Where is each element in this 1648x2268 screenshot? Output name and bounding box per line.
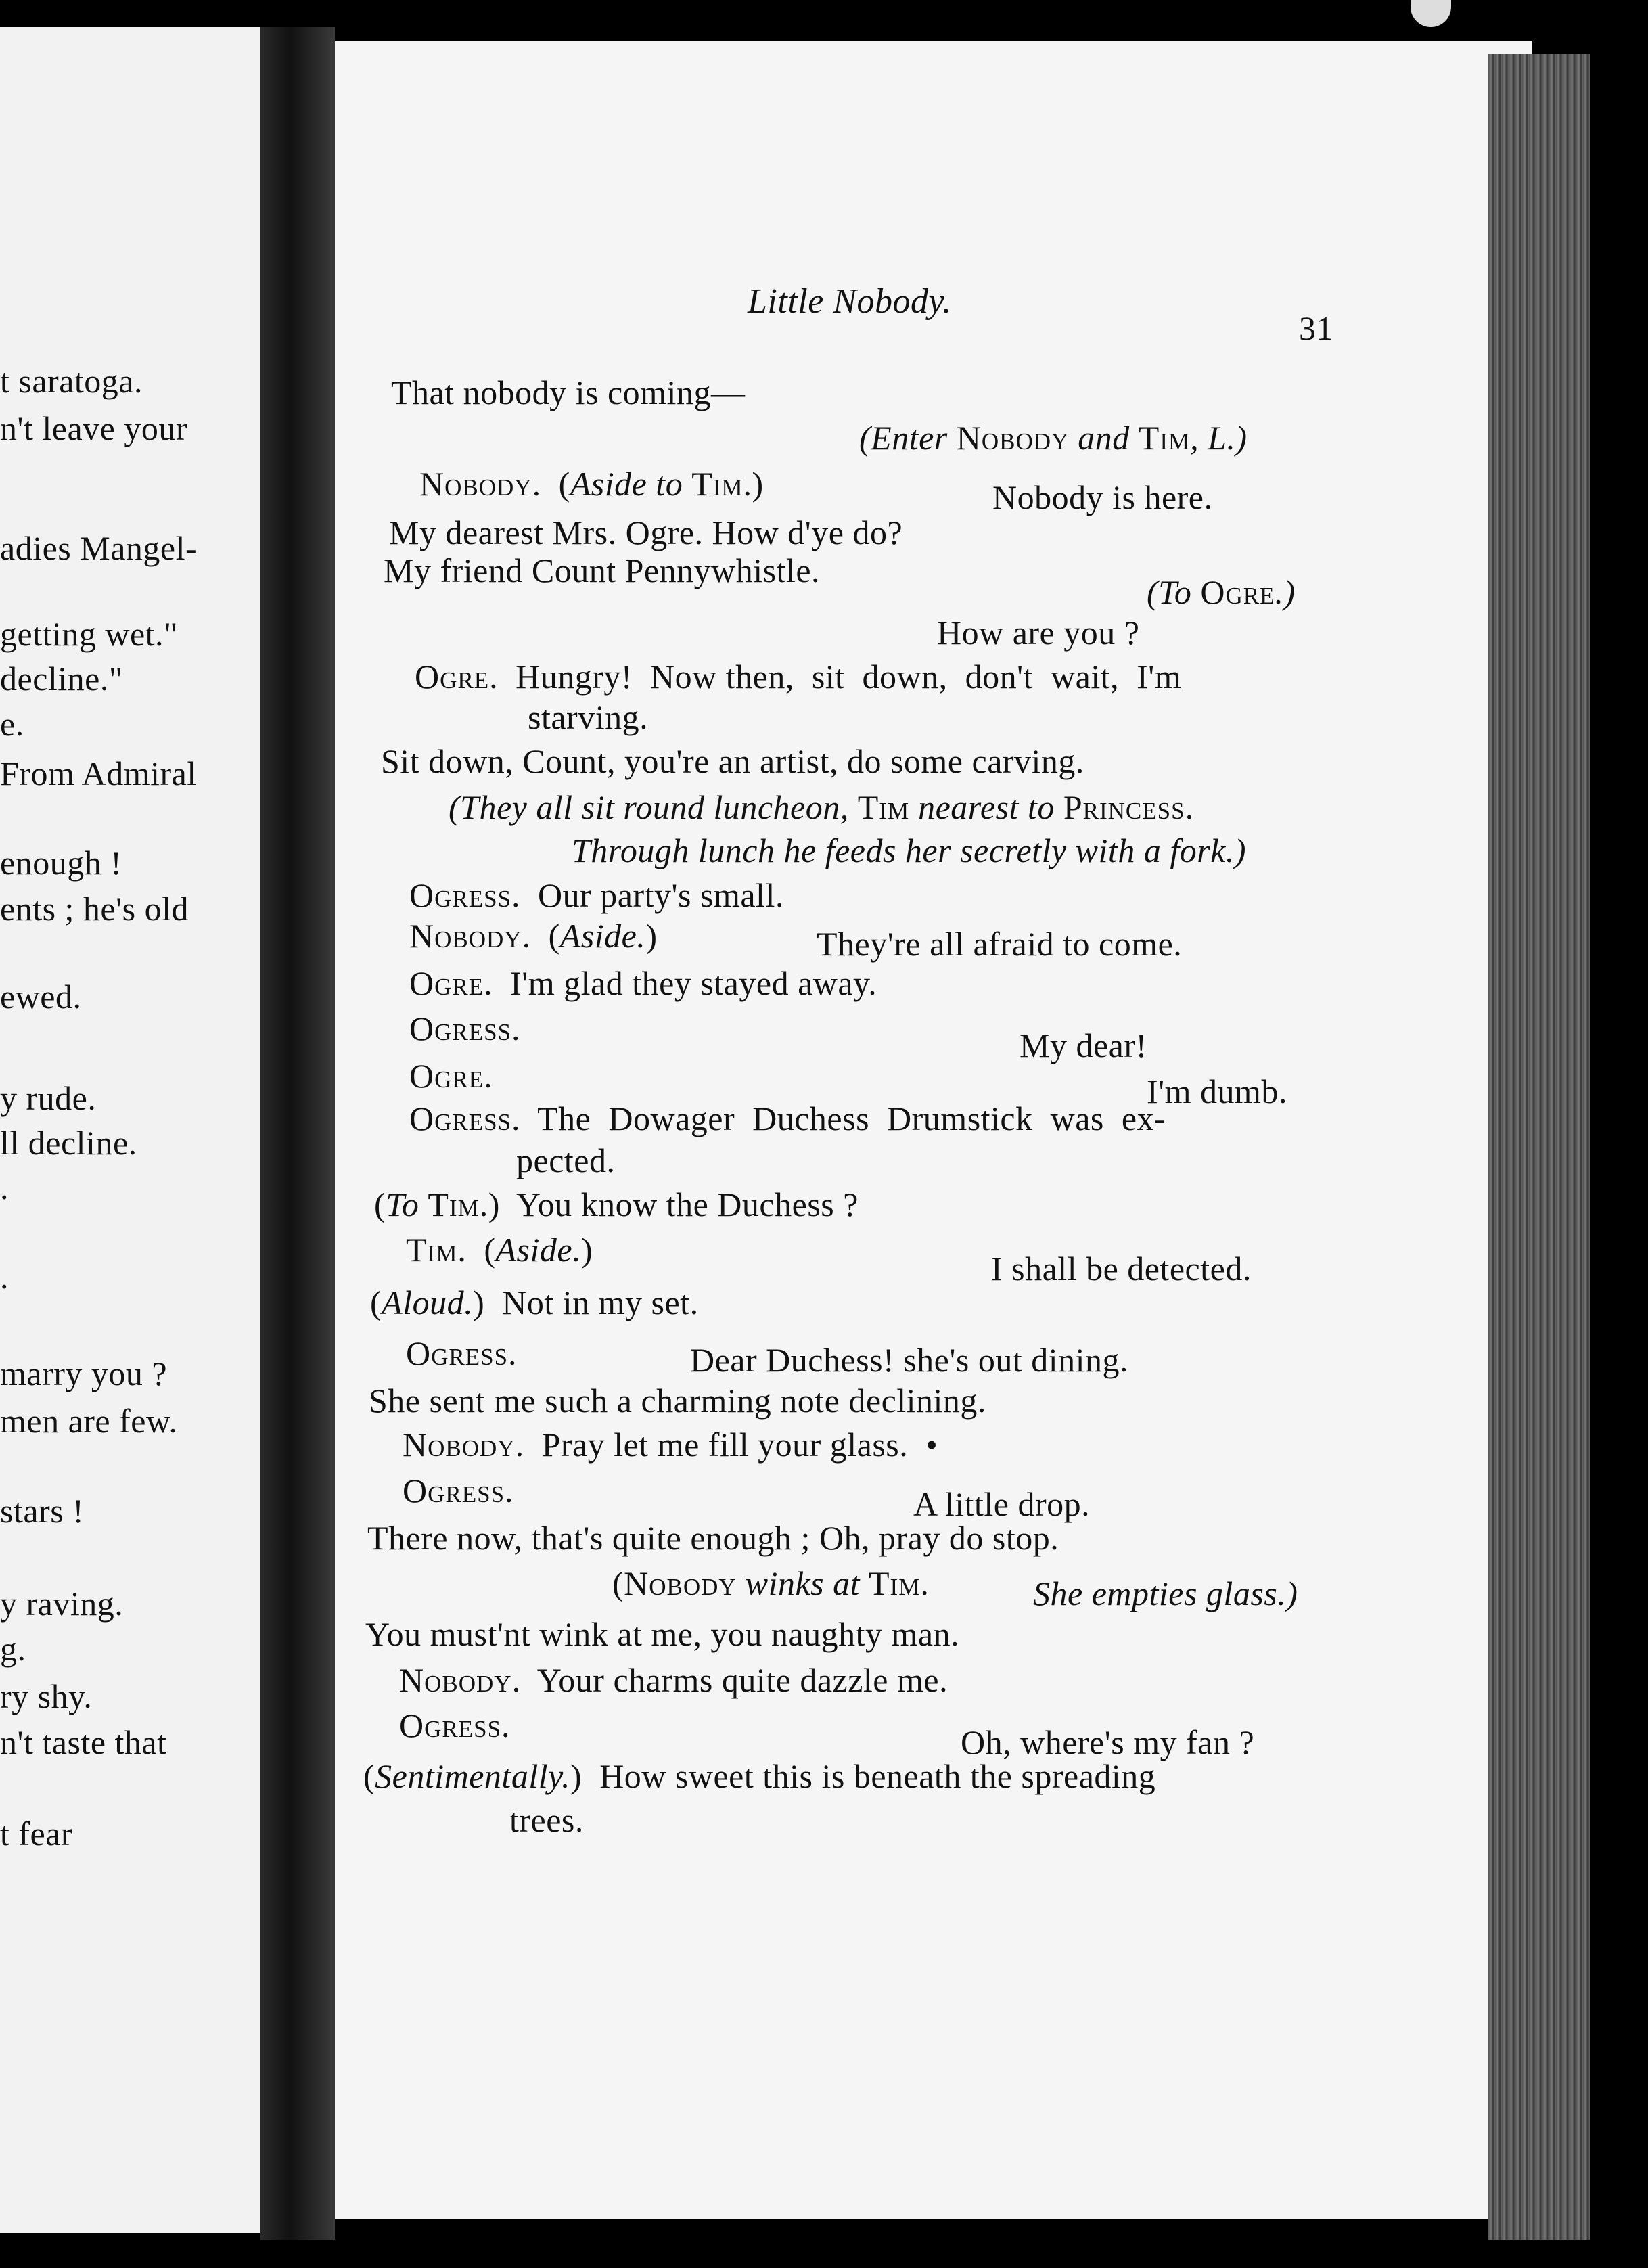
left-page-fragment: t fear [0, 1815, 73, 1853]
left-page-fragment: From Admiral [0, 754, 197, 792]
left-page-fragment: stars ! [0, 1492, 85, 1530]
right-page [335, 41, 1532, 2219]
left-page-fragment: t saratoga. [0, 362, 143, 400]
left-page-fragment: marry you ? [0, 1355, 168, 1392]
verse-line: pected. [516, 1141, 616, 1179]
verse-line: (To Tim.) You know the Duchess ? [374, 1185, 859, 1223]
speaker-line: Nobody. (Aside.) [409, 917, 658, 955]
speech-text: My dear! [1020, 1026, 1147, 1064]
stage-direction: (To Ogre.) [1147, 573, 1296, 611]
speaker-line: Ogress. [409, 1010, 521, 1047]
left-page-fragment: . [0, 1169, 9, 1206]
speaker-line: Ogress. [406, 1334, 518, 1372]
verse-line: (Sentimentally.) How sweet this is beneath the spreading [363, 1757, 1156, 1795]
speaker-line: Ogre. I'm glad they stayed away. [409, 964, 877, 1002]
left-page-fragment: ry shy. [0, 1677, 93, 1715]
speaker-line: Ogress. Our party's small. [409, 876, 784, 914]
left-page-fragment: enough ! [0, 844, 122, 882]
verse-line: trees. [509, 1801, 584, 1839]
verse-line: Sit down, Count, you're an artist, do some carving. [381, 742, 1084, 780]
speaker-line: Nobody. Pray let me fill your glass. • [403, 1426, 938, 1464]
speaker-line: Ogre. [409, 1057, 493, 1095]
speaker-line: Ogress. [403, 1472, 514, 1510]
speech-text: They're all afraid to come. [817, 925, 1183, 963]
left-page-fragment: n't leave your [0, 409, 188, 447]
verse-line: My dearest Mrs. Ogre. How d'ye do? [389, 514, 903, 551]
left-page-fragment: men are few. [0, 1402, 178, 1440]
verse-line: (Aloud.) Not in my set. [370, 1284, 699, 1321]
speaker-line: Nobody. (Aside to Tim.) [419, 465, 764, 503]
verse-line: She sent me such a charming note declining. [369, 1382, 986, 1420]
verse-line: You must'nt wink at me, you naughty man. [365, 1615, 960, 1653]
left-page-fragment: y rude. [0, 1079, 97, 1117]
verse-line: That nobody is coming— [391, 373, 746, 411]
speech-text: I shall be detected. [991, 1250, 1252, 1288]
left-page [0, 27, 260, 2233]
left-page-fragment: . [0, 1258, 9, 1296]
page-edges [1488, 54, 1590, 2240]
stage-direction: She empties glass.) [1033, 1574, 1298, 1612]
left-page-fragment: ewed. [0, 978, 82, 1016]
speech-text: Dear Duchess! she's out dining. [690, 1341, 1128, 1379]
verse-line: There now, that's quite enough ; Oh, pray do stop. [367, 1519, 1059, 1557]
page-number: 31 [1299, 309, 1333, 347]
left-page-fragment: ents ; he's old [0, 890, 189, 928]
stage-direction: (They all sit round luncheon, Tim nearest to Princess. [449, 788, 1194, 826]
speech-text: A little drop. [913, 1485, 1091, 1523]
running-head: Little Nobody. [748, 282, 952, 321]
speaker-line: Tim. (Aside.) [406, 1231, 593, 1269]
stage-direction: (Nobody winks at Tim. [612, 1564, 930, 1602]
speech-text: Nobody is here. [992, 478, 1213, 516]
stage-direction: (Enter Nobody and Tim, L.) [859, 419, 1248, 457]
speaker-line: Ogress. [399, 1706, 511, 1744]
stage-direction: Through lunch he feeds her secretly with a fork.) [572, 832, 1247, 869]
left-page-fragment: ll decline. [0, 1124, 137, 1162]
verse-line: My friend Count Pennywhistle. [384, 551, 821, 589]
speech-text: How are you ? [937, 614, 1140, 652]
left-page-fragment: e. [0, 705, 24, 743]
left-page-fragment: y raving. [0, 1585, 124, 1623]
verse-line: starving. [528, 698, 649, 736]
speaker-line: Ogress. The Dowager Duchess Drumstick was ex- [409, 1099, 1166, 1137]
book-gutter [260, 27, 335, 2240]
speaker-line: Ogre. Hungry! Now then, sit down, don't wait, I'm [415, 658, 1182, 696]
speech-text: Oh, where's my fan ? [961, 1723, 1255, 1761]
scan-corner-mark [1411, 0, 1451, 27]
left-page-fragment: getting wet." [0, 615, 178, 653]
left-page-fragment: g. [0, 1630, 26, 1668]
left-page-fragment: decline." [0, 660, 123, 698]
speaker-line: Nobody. Your charms quite dazzle me. [399, 1661, 948, 1699]
left-page-fragment: n't taste that [0, 1723, 167, 1761]
left-page-fragment: adies Mangel- [0, 529, 198, 567]
speech-text: I'm dumb. [1147, 1072, 1287, 1110]
